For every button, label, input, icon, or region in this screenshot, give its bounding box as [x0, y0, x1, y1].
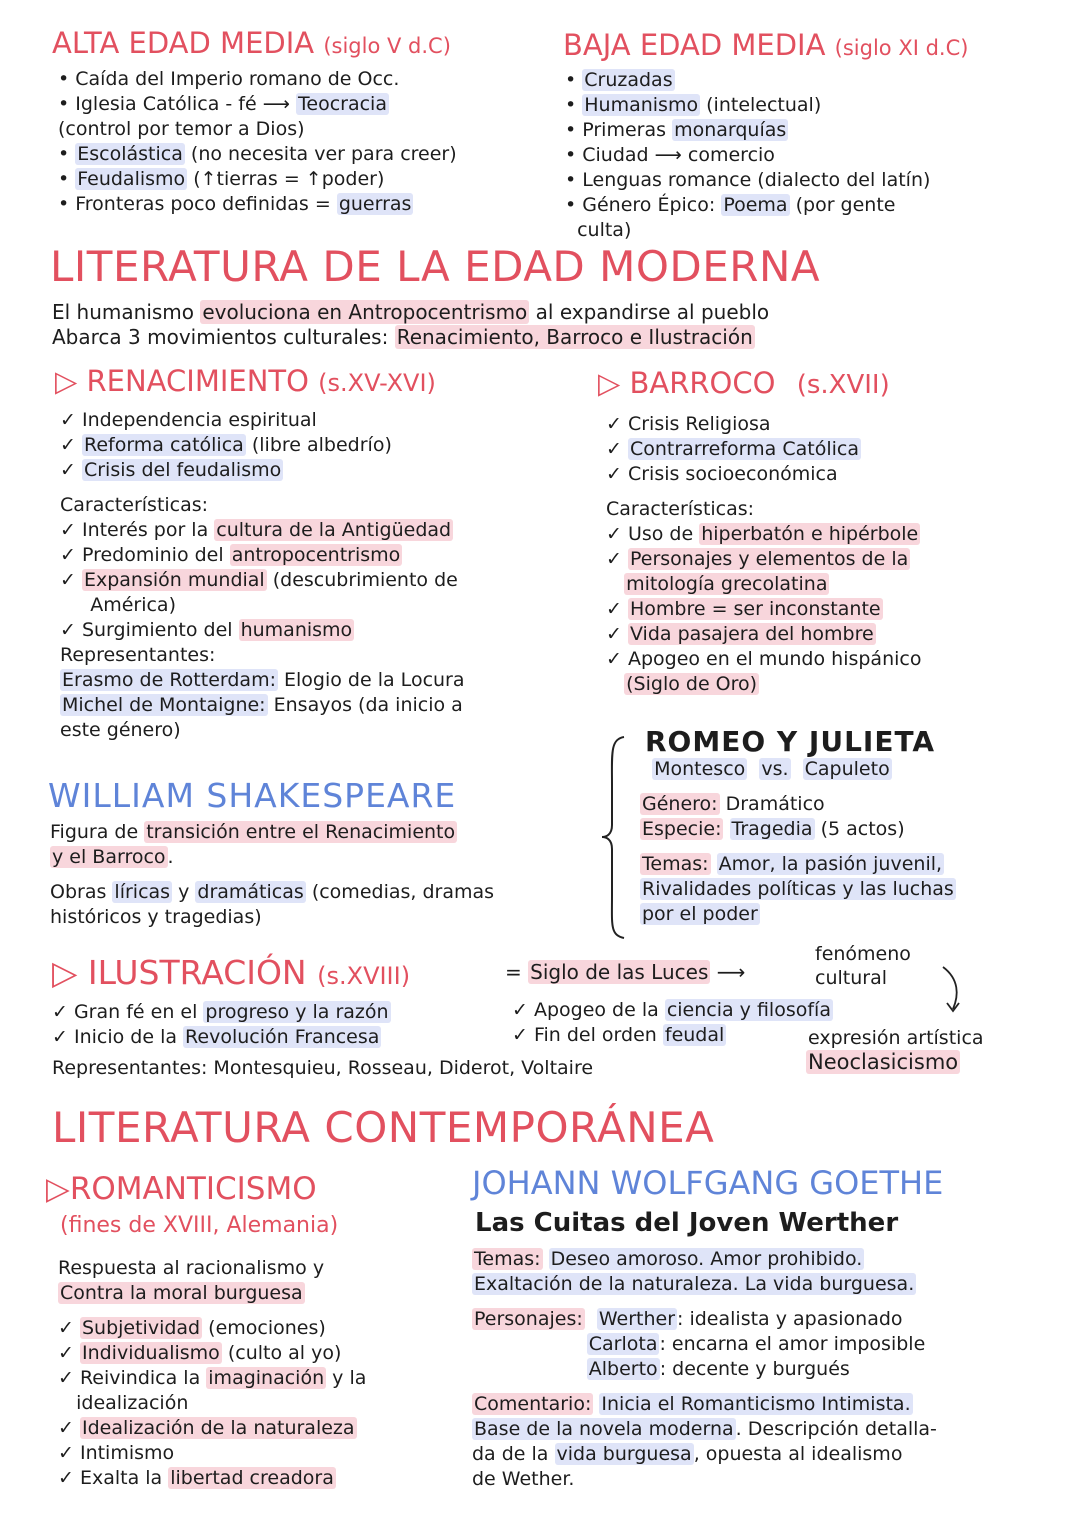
- highlighted-text: antropocentrismo: [231, 544, 401, 566]
- ilustracion-list-left: [52, 1000, 391, 1050]
- text: ✓: [606, 548, 628, 570]
- highlighted-text: Erasmo de Rotterdam:: [62, 669, 276, 691]
- romanticismo-subtitle: (fines de XVIII, Alemania): [60, 1213, 339, 1238]
- text-line: [606, 672, 921, 697]
- highlighted-text: Cruzadas: [584, 69, 673, 91]
- werther-title: Las Cuitas del Joven Werther: [475, 1208, 899, 1238]
- highlighted-text: Revolución Francesa: [185, 1026, 380, 1048]
- highlighted-text: Alberto: [588, 1358, 658, 1380]
- ilustracion-title: ▷ ILUSTRACIÓN: [52, 953, 307, 992]
- highlighted-text: imaginación: [208, 1367, 325, 1389]
- text: •: [565, 94, 583, 116]
- highlighted-text: Deseo amoroso. Amor prohibido.: [550, 1248, 863, 1270]
- text: (culto al yo): [221, 1342, 342, 1364]
- text-line: [60, 408, 465, 433]
- text-line: [512, 998, 833, 1023]
- text: Representantes:: [60, 644, 216, 666]
- text: [606, 573, 624, 595]
- barroco-title: ▷ BARROCO: [598, 366, 776, 400]
- text: ✓: [60, 434, 82, 456]
- text: [472, 1333, 587, 1355]
- text: ✓ Exalta la: [58, 1467, 169, 1489]
- highlighted-text: Vida pasajera del hombre: [629, 623, 874, 645]
- text: [791, 758, 803, 780]
- highlighted-text: progreso y la razón: [205, 1001, 389, 1023]
- highlighted-text: Carlota: [588, 1333, 658, 1355]
- highlighted-text: evoluciona en Antropocentrismo: [202, 300, 528, 324]
- barroco-list: [606, 412, 921, 697]
- text: Dramático: [719, 793, 825, 815]
- highlighted-text: Personajes:: [474, 1308, 583, 1330]
- highlighted-text: Rivalidades políticas y las luchas: [642, 878, 954, 900]
- text-line: [52, 300, 769, 325]
- text-line: [58, 142, 457, 167]
- baja-period: (siglo XI d.C): [834, 36, 969, 60]
- text-line: [58, 192, 457, 217]
- text: [543, 1248, 549, 1270]
- text-line: [640, 877, 956, 902]
- text: • Primeras: [565, 119, 673, 141]
- highlighted-text: Temas:: [474, 1248, 541, 1270]
- text-line: [58, 1466, 366, 1491]
- text: (libre albedrío): [245, 434, 392, 456]
- text-line: [472, 1467, 937, 1492]
- text-line: [606, 597, 921, 622]
- text: ✓ Crisis Religiosa: [606, 413, 771, 435]
- text-line: [606, 522, 921, 547]
- text-line: [472, 1442, 937, 1467]
- text: (no necesita ver para creer): [184, 143, 457, 165]
- text: . Descripción detalla-: [735, 1418, 937, 1440]
- text-line: [52, 1025, 391, 1050]
- highlighted-text: Feudalismo: [77, 168, 186, 190]
- ilustracion-list-right: [512, 998, 833, 1048]
- highlighted-text: feudal: [664, 1024, 725, 1046]
- text-line: [606, 462, 921, 487]
- highlighted-text: Poema: [723, 194, 788, 216]
- text: ✓ Predominio del: [60, 544, 230, 566]
- text-line: [52, 1000, 391, 1025]
- curly-brace-icon: [600, 735, 626, 940]
- text-line: [58, 117, 457, 142]
- text: .: [167, 846, 174, 868]
- highlighted-text: dramáticas: [197, 881, 304, 903]
- text: •: [58, 143, 76, 165]
- fenomeno-line-2: cultural: [815, 967, 887, 989]
- text: [640, 758, 652, 780]
- text-line: [50, 845, 494, 870]
- highlighted-text: Renacimiento, Barroco e Ilustración: [396, 325, 753, 349]
- highlighted-text: Exaltación de la naturaleza. La vida burguesa.: [474, 1273, 915, 1295]
- text-line: [58, 67, 457, 92]
- highlighted-text: Crisis del feudalismo: [83, 459, 282, 481]
- text: ✓: [58, 1317, 80, 1339]
- text-line: [60, 618, 465, 643]
- text-line: [565, 93, 930, 118]
- text-line: [472, 1332, 937, 1357]
- renacimiento-list: [60, 408, 465, 743]
- highlighted-text: Teocracia: [298, 93, 387, 115]
- goethe-details: [472, 1247, 937, 1492]
- alta-title: ALTA EDAD MEDIA: [52, 26, 315, 60]
- text: ✓: [60, 459, 82, 481]
- text: , opuesta al idealismo: [693, 1443, 903, 1465]
- highlighted-text: humanismo: [240, 619, 353, 641]
- spacer: [58, 1306, 366, 1316]
- highlighted-text: ciencia y filosofía: [666, 999, 831, 1021]
- highlighted-text: mitología grecolatina: [626, 573, 828, 595]
- text: idealización: [58, 1392, 189, 1414]
- spacer: [472, 1382, 937, 1392]
- spacer: [606, 487, 921, 497]
- renacimiento-period: (s.XV-XVI): [318, 369, 436, 397]
- baja-edad-media-list: [565, 68, 930, 243]
- spacer: [472, 1297, 937, 1307]
- text: [723, 818, 729, 840]
- goethe-heading: JOHANN WOLFGANG GOETHE: [472, 1164, 944, 1202]
- text-line: [472, 1247, 937, 1272]
- highlighted-text: (Siglo de Oro): [626, 673, 758, 695]
- text-line: [60, 643, 465, 668]
- highlighted-text: Personajes y elementos de la: [629, 548, 909, 570]
- text-line: [512, 1023, 833, 1048]
- highlighted-text: Hombre = ser inconstante: [629, 598, 881, 620]
- romeo-y-julieta-title: ROMEO Y JULIETA: [645, 725, 936, 758]
- text: ✓ Fin del orden: [512, 1024, 663, 1046]
- text-line: [60, 568, 465, 593]
- highlighted-text: Especie:: [642, 818, 722, 840]
- baja-edad-media-heading: [563, 28, 968, 62]
- highlighted-text: Tragedia: [731, 818, 813, 840]
- text-line: [640, 817, 956, 842]
- text-line: [58, 1391, 366, 1416]
- text: ✓ Apogeo de la: [512, 999, 665, 1021]
- ilustracion-representantes: Representantes: Montesquieu, Rosseau, Diderot, Voltaire: [52, 1057, 594, 1079]
- alta-period: (siglo V d.C): [323, 34, 451, 58]
- text-line: [60, 458, 465, 483]
- spacer: [60, 483, 465, 493]
- text: ✓ Apogeo en el mundo hispánico: [606, 648, 922, 670]
- text-line: [640, 792, 956, 817]
- text: da de la: [472, 1443, 555, 1465]
- text: [711, 853, 717, 875]
- curved-arrow-down-icon: [935, 965, 965, 1015]
- text-line: [60, 518, 465, 543]
- barroco-period: (s.XVII): [796, 370, 890, 400]
- renacimiento-title: ▷ RENACIMIENTO: [55, 364, 309, 398]
- siglo-de-las-luces: Siglo de las Luces: [530, 960, 709, 984]
- text: ✓ Independencia espiritual: [60, 409, 317, 431]
- text-line: [58, 1416, 366, 1441]
- text-line: [58, 92, 457, 117]
- text-line: [565, 143, 930, 168]
- text: ✓ Gran fé en el: [52, 1001, 204, 1023]
- text: ✓: [58, 1417, 80, 1439]
- text: y la: [326, 1367, 367, 1389]
- text: este género): [60, 719, 181, 741]
- text: (5 actos): [814, 818, 905, 840]
- text: Obras: [50, 881, 113, 903]
- text: [472, 1358, 587, 1380]
- highlighted-text: y el Barroco: [52, 846, 166, 868]
- text: Elogio de la Locura: [277, 669, 465, 691]
- text: ✓ Intimismo: [58, 1442, 175, 1464]
- text: [585, 1308, 597, 1330]
- text-line: [640, 852, 956, 877]
- contemporanea-heading: LITERATURA CONTEMPORÁNEA: [52, 1103, 715, 1152]
- text: • Fronteras poco definidas =: [58, 193, 337, 215]
- highlighted-text: Comentario:: [474, 1393, 592, 1415]
- spacer: [50, 870, 494, 880]
- text: ✓ Reivindica la: [58, 1367, 207, 1389]
- text-line: [565, 218, 930, 243]
- text: culta): [565, 219, 632, 241]
- highlighted-text: libertad creadora: [170, 1467, 334, 1489]
- text: Figura de: [50, 821, 145, 843]
- text: Ensayos (da inicio a: [267, 694, 463, 716]
- text-line: [60, 668, 465, 693]
- text-line: [606, 622, 921, 647]
- text: (por gente: [789, 194, 896, 216]
- text: [747, 758, 759, 780]
- arrow-right-icon: ⟶: [716, 960, 746, 984]
- text-line: [52, 325, 769, 350]
- text: •: [58, 168, 76, 190]
- highlighted-text: Werther: [598, 1308, 676, 1330]
- text-line: [58, 1281, 366, 1306]
- text: ✓: [58, 1342, 80, 1364]
- text: • Ciudad ⟶ comercio: [565, 144, 775, 166]
- moderna-heading: LITERATURA DE LA EDAD MODERNA: [50, 242, 821, 291]
- baja-title: BAJA EDAD MEDIA: [563, 28, 826, 62]
- text-line: [565, 193, 930, 218]
- text: ✓ Crisis socioeconómica: [606, 463, 838, 485]
- spacer: [640, 842, 956, 852]
- text: • Género Épico:: [565, 194, 722, 216]
- text-line: [58, 167, 457, 192]
- text: al expandirse al pueblo: [529, 300, 770, 324]
- text-line: [60, 593, 465, 618]
- text-line: [60, 543, 465, 568]
- spacer: [640, 782, 956, 792]
- fenomeno-line-1: fenómeno: [815, 943, 911, 965]
- text: (descubrimiento de: [266, 569, 458, 591]
- highlighted-text: por el poder: [642, 903, 758, 925]
- text-line: [58, 1256, 366, 1281]
- text-line: [606, 547, 921, 572]
- alta-edad-media-heading: [52, 26, 451, 60]
- moderna-intro: [52, 300, 769, 350]
- text: Abarca 3 movimientos culturales:: [52, 325, 395, 349]
- text: ✓ Uso de: [606, 523, 700, 545]
- text: ✓: [60, 569, 82, 591]
- highlighted-text: Contrarreforma Católica: [629, 438, 859, 460]
- text-line: [50, 880, 494, 905]
- text: (control por temor a Dios): [58, 118, 305, 140]
- shakespeare-heading: WILLIAM SHAKESPEARE: [48, 776, 457, 815]
- highlighted-text: vida burguesa: [556, 1443, 692, 1465]
- highlighted-text: Michel de Montaigne:: [62, 694, 266, 716]
- highlighted-text: Temas:: [642, 853, 709, 875]
- text: ✓: [606, 438, 628, 460]
- highlighted-text: Montesco: [654, 758, 746, 780]
- highlighted-text: Género:: [642, 793, 718, 815]
- text-line: [472, 1392, 937, 1417]
- highlighted-text: vs.: [761, 758, 789, 780]
- highlighted-text: Idealización de la naturaleza: [81, 1417, 355, 1439]
- highlighted-text: Humanismo: [584, 94, 699, 116]
- ilustracion-period: (s.XVIII): [317, 962, 411, 990]
- text: y: [172, 881, 196, 903]
- text-line: [60, 693, 465, 718]
- text: • Lenguas romance (dialecto del latín): [565, 169, 931, 191]
- text-line: [58, 1341, 366, 1366]
- text-line: [606, 647, 921, 672]
- alta-edad-media-list: [58, 67, 457, 217]
- text: históricos y tragedias): [50, 906, 262, 928]
- highlighted-text: hiperbatón e hipérbole: [701, 523, 919, 545]
- text: de Wether.: [472, 1468, 575, 1490]
- text-line: [50, 905, 494, 930]
- text-line: [606, 572, 921, 597]
- ilustracion-equals: [505, 960, 745, 984]
- highlighted-text: Reforma católica: [83, 434, 244, 456]
- highlighted-text: Individualismo: [81, 1342, 220, 1364]
- text: • Iglesia Católica - fé ⟶: [58, 93, 297, 115]
- highlighted-text: monarquías: [674, 119, 787, 141]
- text: Características:: [606, 498, 755, 520]
- highlighted-text: Escolástica: [77, 143, 183, 165]
- fenomeno-cultural: [815, 942, 911, 990]
- text: [606, 673, 624, 695]
- text: Respuesta al racionalismo y: [58, 1257, 325, 1279]
- renacimiento-heading: [55, 364, 436, 398]
- shakespeare-text: [50, 820, 494, 930]
- text: El humanismo: [52, 300, 201, 324]
- text-line: [606, 437, 921, 462]
- highlighted-text: cultura de la Antigüedad: [216, 519, 452, 541]
- text-line: [58, 1366, 366, 1391]
- text-line: [472, 1307, 937, 1332]
- text-line: [640, 902, 956, 927]
- text: Características:: [60, 494, 209, 516]
- highlighted-text: Expansión mundial: [83, 569, 265, 591]
- text: : decente y burgués: [659, 1358, 850, 1380]
- text-line: [565, 68, 930, 93]
- highlighted-text: Capuleto: [804, 758, 890, 780]
- text: ✓ Interés por la: [60, 519, 215, 541]
- romanticismo-heading: ▷ROMANTICISMO: [46, 1171, 317, 1207]
- text-line: [60, 718, 465, 743]
- highlighted-text: Inicia el Romanticismo Intimista.: [601, 1393, 911, 1415]
- text: : encarna el amor imposible: [659, 1333, 926, 1355]
- highlighted-text: líricas: [114, 881, 171, 903]
- text-line: [58, 1441, 366, 1466]
- text-line: [565, 118, 930, 143]
- text: ✓ Surgimiento del: [60, 619, 239, 641]
- expresion-artistica: expresión artística: [808, 1027, 984, 1049]
- text: (emociones): [202, 1317, 326, 1339]
- text-line: [565, 168, 930, 193]
- text: • Caída del Imperio romano de Occ.: [58, 68, 400, 90]
- highlighted-text: Contra la moral burguesa: [60, 1282, 303, 1304]
- text-line: [58, 1316, 366, 1341]
- neoclasicismo: Neoclasicismo: [808, 1050, 959, 1074]
- highlighted-text: guerras: [338, 193, 412, 215]
- equals-sign: =: [505, 960, 522, 984]
- text: (comedias, dramas: [305, 881, 495, 903]
- text: (↑tierras = ↑poder): [187, 168, 385, 190]
- text-line: [472, 1417, 937, 1442]
- highlighted-text: Amor, la pasión juvenil,: [718, 853, 943, 875]
- highlighted-text: transición entre el Renacimiento: [146, 821, 456, 843]
- text: ✓: [606, 598, 628, 620]
- text: : idealista y apasionado: [677, 1308, 903, 1330]
- highlighted-text: Subjetividad: [81, 1317, 201, 1339]
- text-line: [60, 433, 465, 458]
- text: •: [565, 69, 583, 91]
- text-line: [472, 1272, 937, 1297]
- romanticismo-list: [58, 1256, 366, 1491]
- text-line: [50, 820, 494, 845]
- highlighted-text: Base de la novela moderna: [474, 1418, 734, 1440]
- text-line: [640, 757, 956, 782]
- text: ✓ Inicio de la: [52, 1026, 184, 1048]
- text: América): [60, 594, 176, 616]
- text-line: [472, 1357, 937, 1382]
- romeo-y-julieta-details: [640, 757, 956, 927]
- text: (intelectual): [700, 94, 822, 116]
- text-line: [606, 412, 921, 437]
- ilustracion-heading: [52, 953, 410, 992]
- text-line: [60, 493, 465, 518]
- barroco-heading: [598, 366, 890, 400]
- text: ✓: [606, 623, 628, 645]
- text-line: [606, 497, 921, 522]
